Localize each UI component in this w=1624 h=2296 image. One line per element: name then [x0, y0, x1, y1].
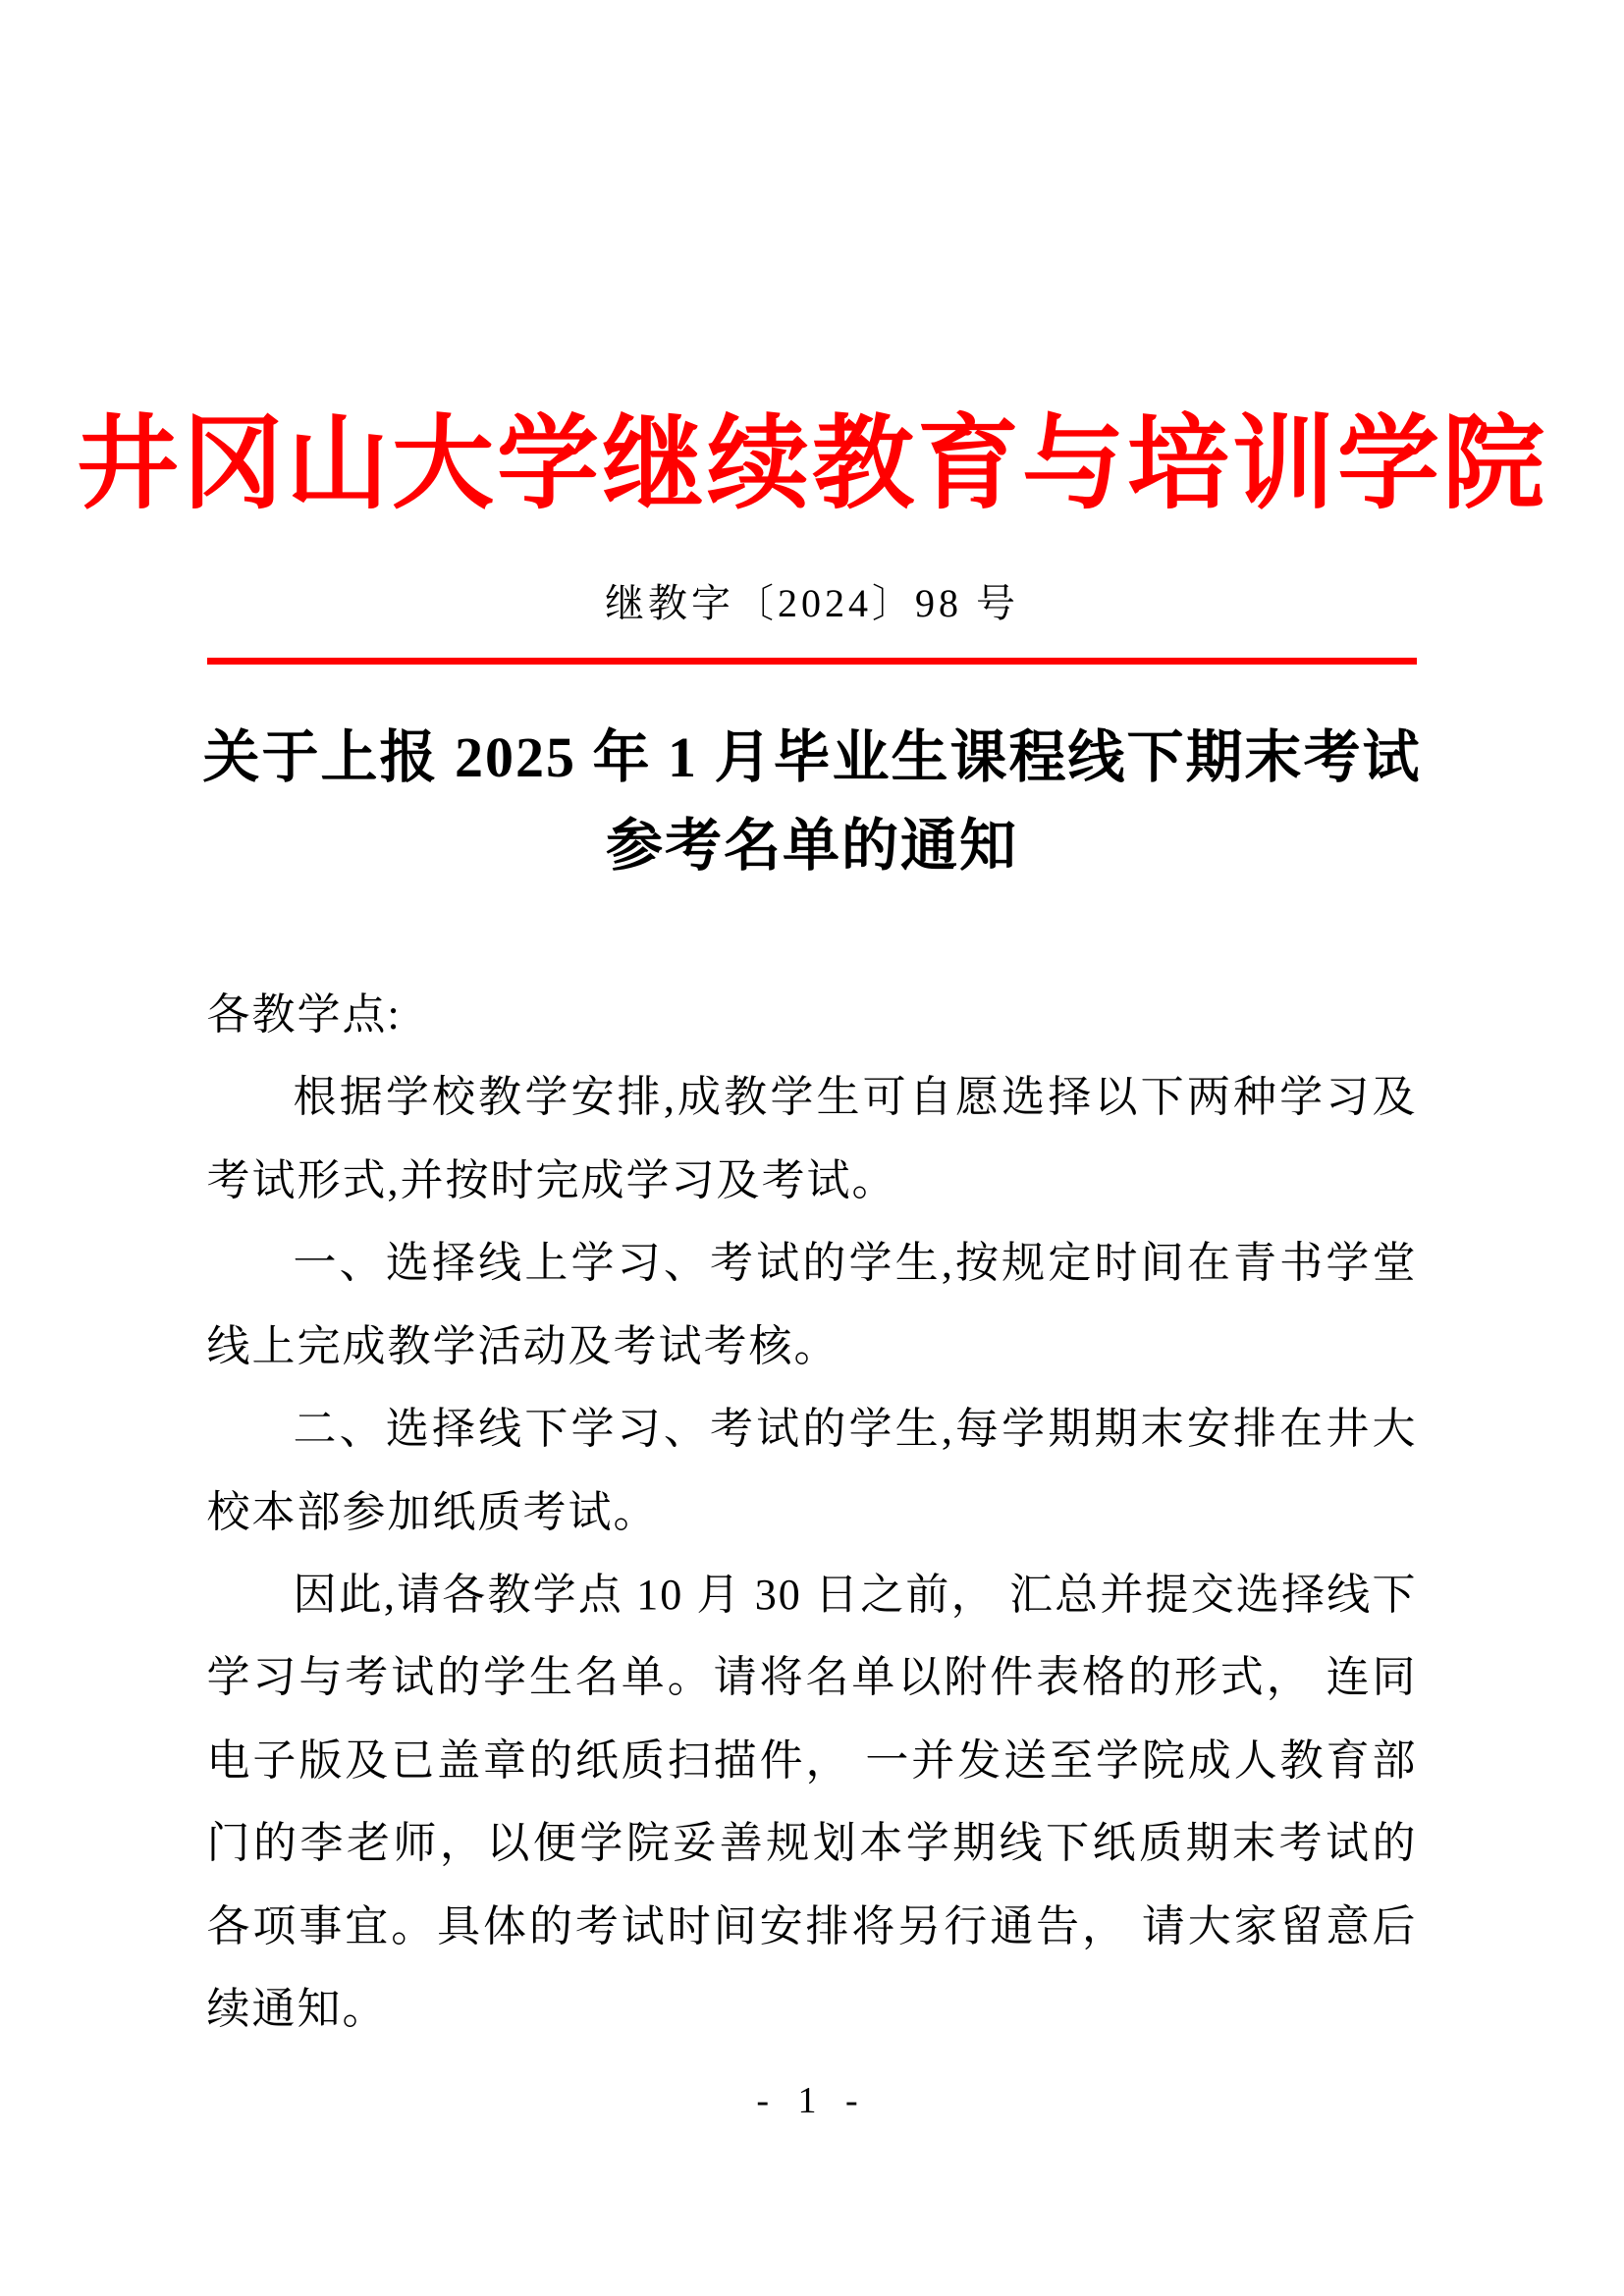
institution-title: 井冈山大学继续教育与培训学院 — [76, 408, 1547, 521]
notice-title-line2: 参考名单的通知 — [605, 814, 1018, 879]
document-number: 继教字〔2024〕98 号 — [605, 580, 1019, 625]
red-divider-rule — [207, 658, 1417, 665]
letterhead — [0, 0, 1624, 665]
paragraph-option-online: 一、选择线上学习、考试的学生,按规定时间在青书学堂线上完成教学活动及考试考核。 — [206, 1239, 1418, 1370]
paragraph-overview: 根据学校教学安排,成教学生可自愿选择以下两种学习及考试形式,并按时完成学习及考试。 — [206, 1073, 1418, 1204]
page-number: - 1 - — [756, 2080, 868, 2121]
notice-body — [207, 974, 1418, 2052]
notice-title — [0, 714, 1624, 891]
salutation: 各教学点: — [206, 989, 402, 1039]
paragraph-option-offline: 二、选择线下学习、考试的学生,每学期期末安排在井大校本部参加纸质考试。 — [206, 1405, 1418, 1536]
notice-title-line1: 关于上报 2025 年 1 月毕业生课程线下期末考试 — [202, 724, 1422, 789]
paragraph-submission-instructions: 因此,请各教学点 10 月 30 日之前， 汇总并提交选择线下学习与考试的学生名单。请将名单以附件表格的形式， 连同电子版及已盖章的纸质扫描件， 一并发送至学院成人教育部门的李老师，以便学院妥善规划本学期线下纸质期末考试的各项事宜。具体的考试时间安排将另行通告， 请大家留意后续通知。 — [206, 1571, 1418, 2034]
